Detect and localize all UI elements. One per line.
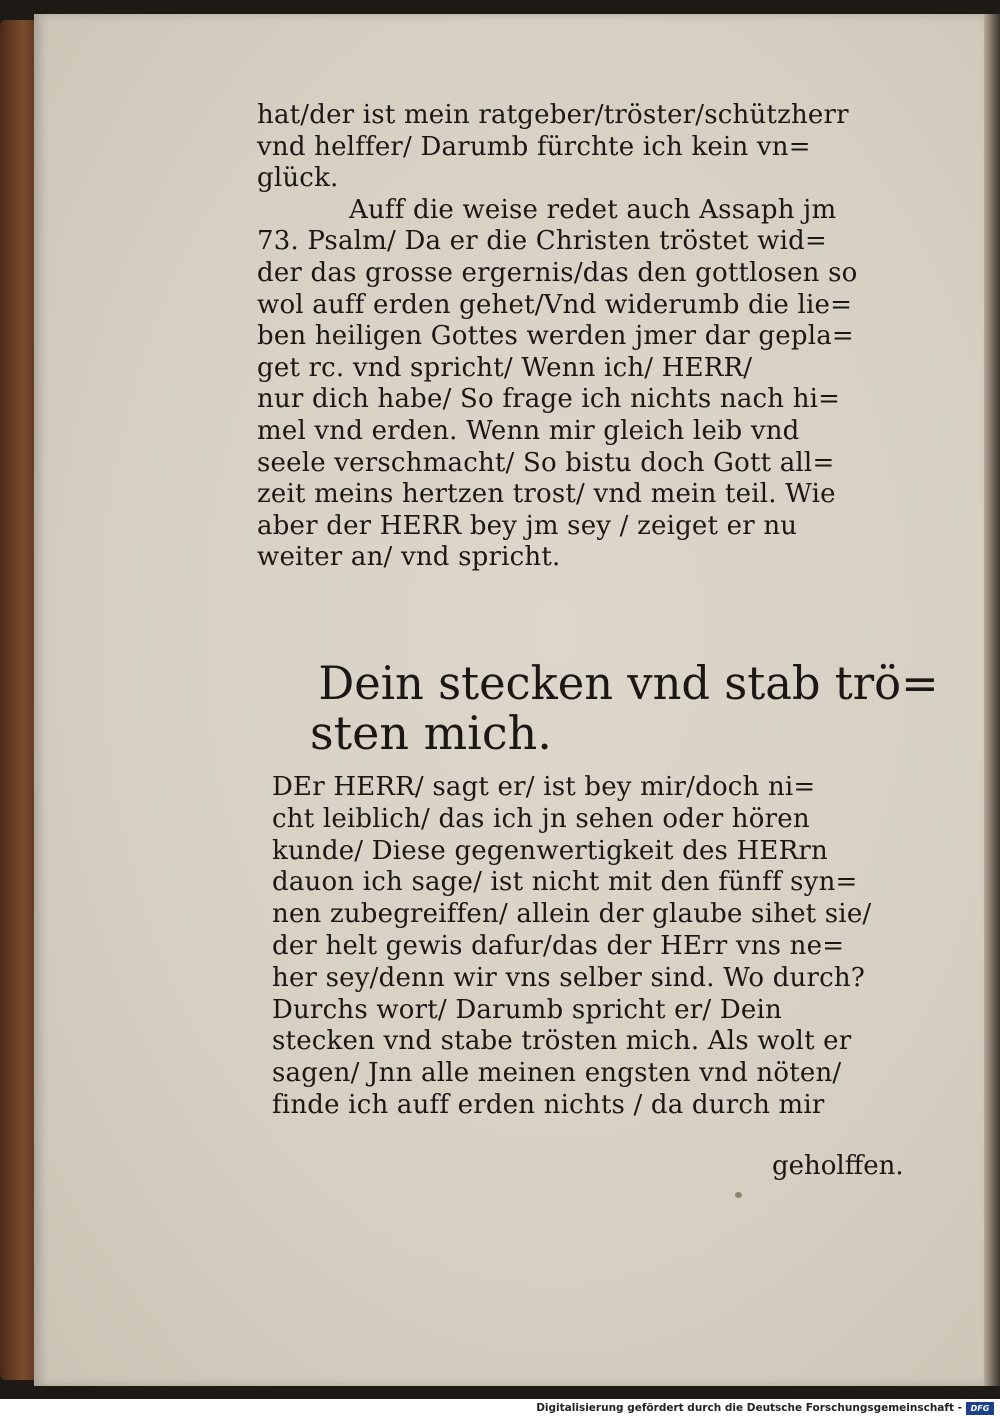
- text-line: sagen/ Jnn alle meinen engsten vnd nöten/: [272, 1058, 842, 1089]
- footer-credit: Digitalisierung gefördert durch die Deutsche Forschungsgemeinschaft -: [536, 1402, 962, 1414]
- footer-bar: [0, 1399, 1000, 1419]
- text-line: vnd helffer/ Darumb fürchte ich kein vn=: [257, 131, 811, 162]
- heading-line: Dein stecken vnd stab trö=: [318, 656, 939, 710]
- text-line: ben heiligen Gottes werden jmer dar gepla=: [257, 321, 854, 352]
- text-line: stecken vnd stabe trösten mich. Als wolt er: [272, 1026, 852, 1057]
- text-line: get rc. vnd spricht/ Wenn ich/ HERR/: [257, 352, 753, 383]
- text-line: glück.: [257, 163, 339, 194]
- text-line: der helt gewis dafur/das der HErr vns ne=: [272, 930, 845, 961]
- text-block-top: [257, 100, 917, 574]
- text-line: cht leiblich/ das ich jn sehen oder hören: [272, 803, 810, 834]
- text-line: wol auff erden gehet/Vnd widerumb die lie=: [257, 289, 853, 320]
- page-right-edge: [984, 14, 1000, 1386]
- text-line: Auff die weise redet auch Assaph jm: [349, 194, 837, 225]
- text-line: her sey/denn wir vns selber sind. Wo durch?: [272, 962, 865, 993]
- catchword: geholffen.: [772, 1151, 904, 1181]
- text-line: hat/der ist mein ratgeber/tröster/schützherr: [257, 100, 849, 130]
- text-line: zeit meins hertzen trost/ vnd mein teil. Wie: [257, 479, 836, 510]
- text-line: nen zubegreiffen/ allein der glaube sihet sie/: [272, 899, 872, 930]
- text-line: mel vnd erden. Wenn mir gleich leib vnd: [257, 415, 800, 446]
- text-line: 73. Psalm/ Da er die Christen tröstet wid=: [257, 226, 827, 257]
- text-line: nur dich habe/ So frage ich nichts nach hi=: [257, 384, 841, 415]
- text-line: kunde/ Diese gegenwertigkeit des HERrn: [272, 835, 828, 866]
- text-line: finde ich auff erden nichts / da durch mir: [272, 1089, 825, 1120]
- text-line: seele verschmacht/ So bistu doch Gott all=: [257, 447, 835, 478]
- section-heading: [310, 656, 939, 760]
- heading-line: sten mich.: [310, 706, 552, 760]
- text-line: der das grosse ergernis/das den gottlosen so: [257, 257, 858, 288]
- text-line: aber der HERR bey jm sey / zeiget er nu: [257, 510, 798, 541]
- text-line: Durchs wort/ Darumb spricht er/ Dein: [272, 994, 782, 1025]
- text-line: weiter an/ vnd spricht.: [257, 542, 561, 573]
- text-block-bottom: [272, 772, 922, 1122]
- text-line: DEr HERR/ sagt er/ ist bey mir/doch ni=: [272, 772, 816, 802]
- ink-spot: [735, 1192, 742, 1198]
- dfg-logo-icon: DFG: [966, 1402, 994, 1415]
- text-line: dauon ich sage/ ist nicht mit den fünff syn=: [272, 867, 858, 898]
